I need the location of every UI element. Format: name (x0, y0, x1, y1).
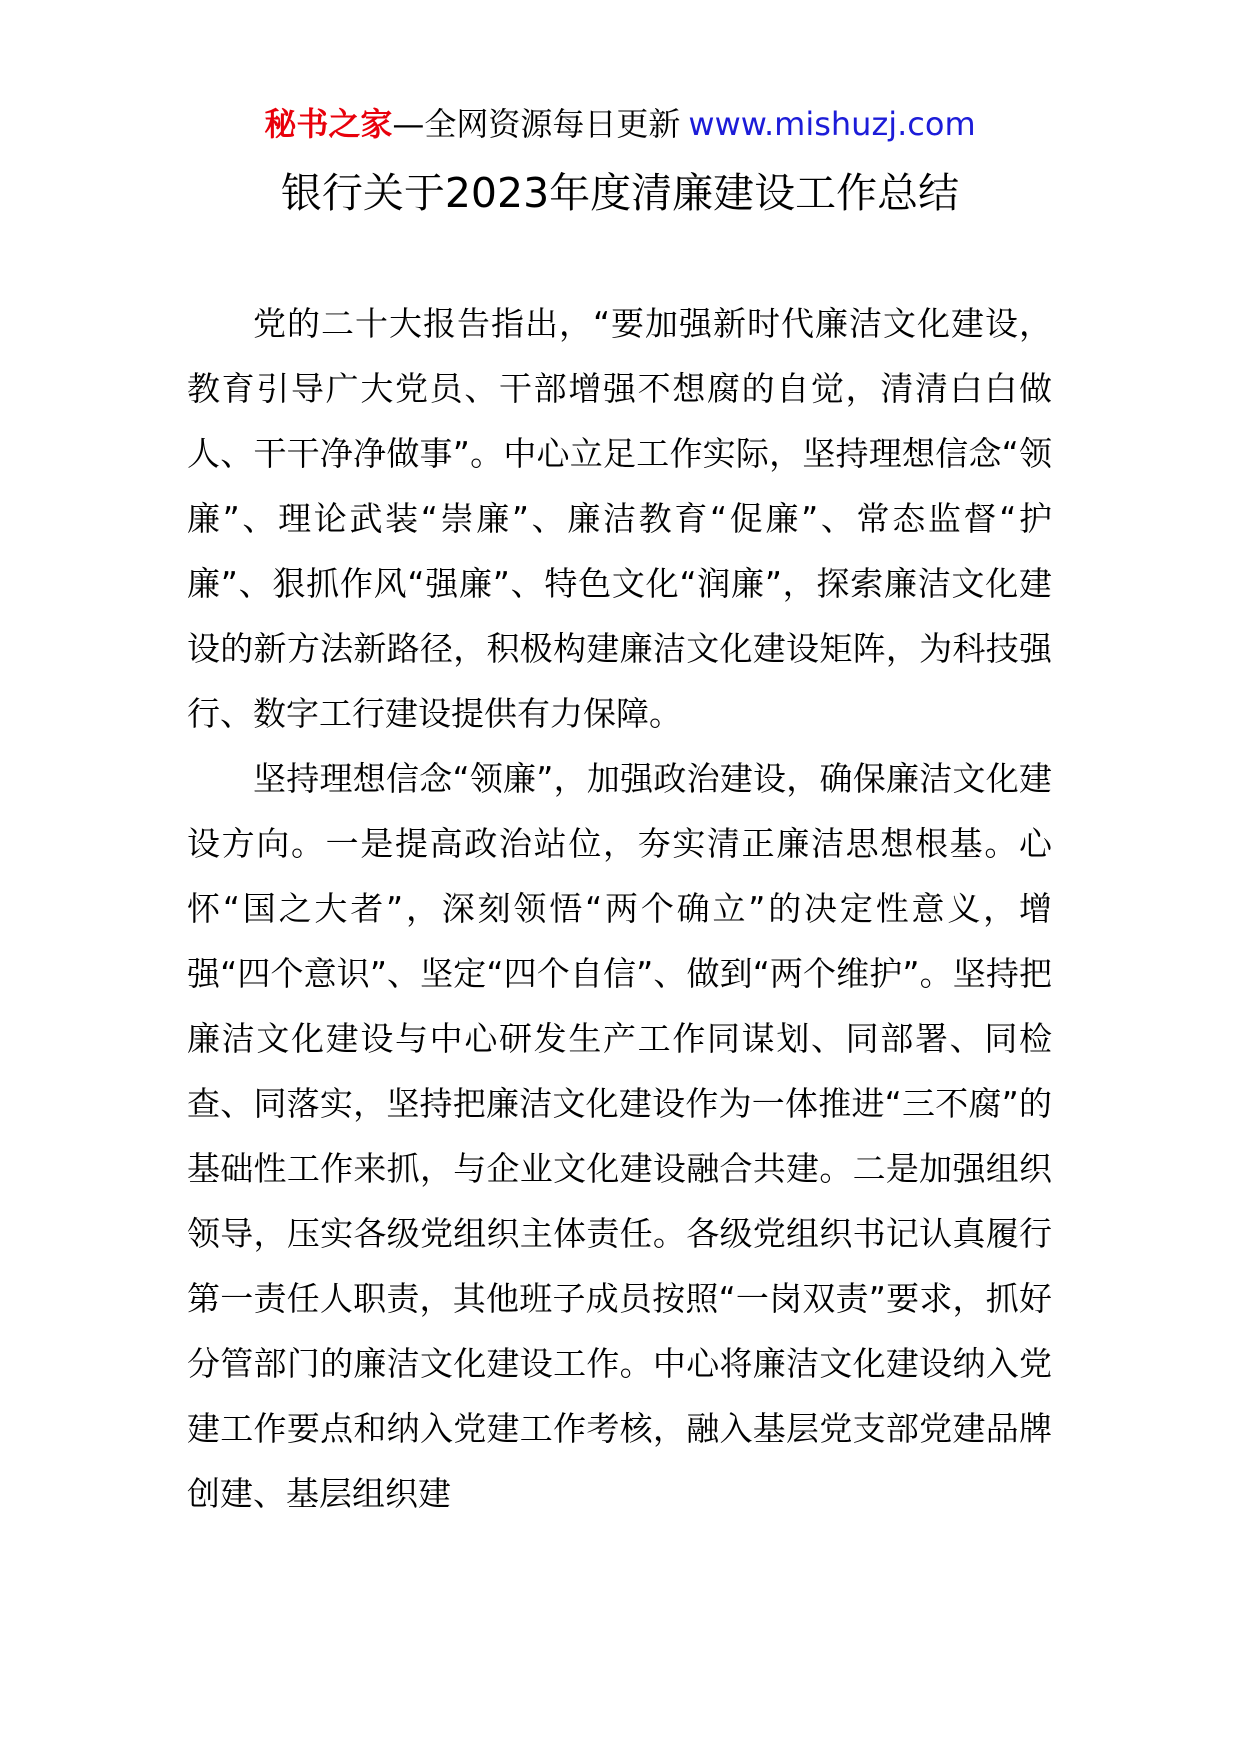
banner-tagline: —全网资源每日更新 (392, 105, 681, 143)
document-body (187, 291, 1052, 1526)
paragraph-1: 党的二十大报告指出，“要加强新时代廉洁文化建设，教育引导广大党员、干部增强不想腐的自觉，清清白白做人、干干净净做事”。中心立足工作实际，坚持理想信念“领廉”、理论武装“崇廉”、廉洁教育“促廉”、常态监督“护廉”、狠抓作风“强廉”、特色文化“润廉”，探索廉洁文化建设的新方法新路径，积极构建廉洁文化建设矩阵，为科技强行、数字工行建设提供有力保障。 (187, 304, 1052, 733)
document-title: 银行关于2023年度清廉建设工作总结 (280, 169, 960, 217)
brand-name: 秘书之家 (264, 105, 393, 143)
paragraph-2: 坚持理想信念“领廉”，加强政治建设，确保廉洁文化建设方向。一是提高政治站位，夯实清正廉洁思想根基。心怀“国之大者”，深刻领悟“两个确立”的决定性意义，增强“四个意识”、坚定“四个自信”、做到“两个维护”。坚持把廉洁文化建设与中心研发生产工作同谋划、同部署、同检查、同落实，坚持把廉洁文化建设作为一体推进“三不腐”的基础性工作来抓，与企业文化建设融合共建。二是加强组织领导，压实各级党组织主体责任。各级党组织书记认真履行第一责任人职责，其他班子成员按照“一岗双责”要求，抓好分管部门的廉洁文化建设工作。中心将廉洁文化建设纳入党建工作要点和纳入党建工作考核，融入基层党支部党建品牌创建、基层组织建 (187, 759, 1052, 1513)
site-banner (0, 100, 1240, 148)
site-url-link[interactable]: www.mishuzj.com (688, 105, 976, 143)
